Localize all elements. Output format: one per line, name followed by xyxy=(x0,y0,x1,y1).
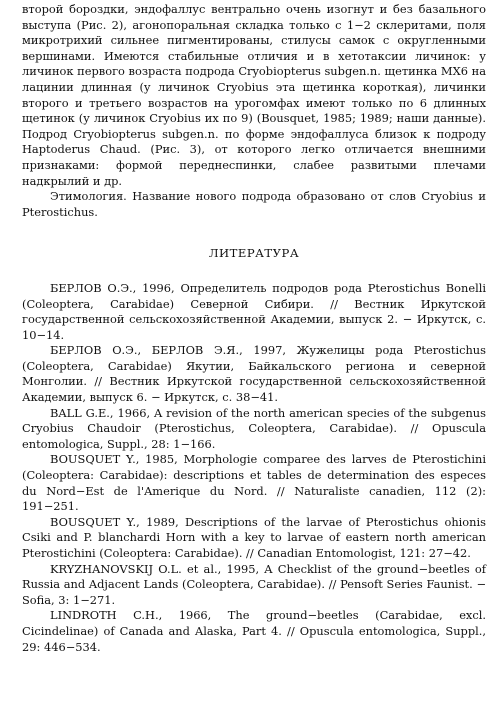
body-paragraph-continued: второй бороздки, эндофаллус вентрально очень изогнут и без базального выступа (Рис. 2), агонопоральная складка только с 1−2 склеритами, поля микротрихий сильнее пигментированы, стилусы самок с округленными вершинами. Имеются стабильные отличия и в хетотаксии личинок: у личинок первого возраста подрода Cryobiopterus subgen.n. щетинка MX6 на лацинии длинная (у личинок Cryobius эта щетинка короткая), личинки второго и третьего возрастов на урогомфах имеют только по 6 длинных щетинок (у личинок Cryobius их по 9) (Bousquet, 1985; 1989; наши данные). Подрод Cryobiopterus subgen.n. по форме эндофаллуса близок к подроду Haptoderus Chaud. (Рис. 3), от которого легко отличается внешними признаками: формой переднеспинки, слабее развитыми плечами надкрылий и др. xyxy=(22,2,486,188)
etymology-paragraph: Этимология. Название нового подрода образовано от слов Cryobius и Pterostichus. xyxy=(22,189,486,219)
references-list xyxy=(22,281,486,655)
references-heading: ЛИТЕРАТУРА xyxy=(208,246,300,261)
reference-item: BALL G.E., 1966, A revision of the north american species of the subgenus Cryobius Chaudoir (Pterostichus, Coleoptera, Carabidae). // Opuscula entomologica, Suppl., 28: 1−166. xyxy=(22,405,486,451)
reference-item: БЕРЛОВ О.Э., БЕРЛОВ Э.Я., 1997, Жужелицы рода Pterostichus (Coleoptera, Carabidae) Якутии, Байкальского региона и северной Монголии. // Вестник Иркутской государственной сельскохозяйственной Академии, выпуск 6. − Иркутск, с. 38−41. xyxy=(22,343,486,405)
page-content xyxy=(22,2,486,655)
reference-item: BOUSQUET Y., 1985, Morphologie comparee des larves de Pterostichini (Coleoptera: Carabidae): descriptions et tables de determination des especes du Nord−Est de l'Amerique du Nord. // Naturaliste canadien, 112 (2): 191−251. xyxy=(22,452,486,514)
reference-item: BOUSQUET Y., 1989, Descriptions of the larvae of Pterostichus ohionis Csiki and P. blanchardi Horn with a key to larvae of eastern north american Pterostichini (Coleoptera: Carabidae). // Canadian Entomologist, 121: 27−42. xyxy=(22,514,486,560)
reference-item: БЕРЛОВ О.Э., 1996, Определитель подродов рода Pterostichus Bonelli (Coleoptera, Carabidae) Северной Сибири. // Вестник Иркутской государственной сельскохозяйственной Академии, выпуск 2. − Иркутск, с. 10−14. xyxy=(22,280,486,342)
reference-item: KRYZHANOVSKIJ O.L. et al., 1995, A Checklist of the ground−beetles of Russia and Adjacent Lands (Coleoptera, Carabidae). // Pensoft Series Faunist. − Sofia, 3: 1−271. xyxy=(22,561,486,607)
reference-item: LINDROTH C.H., 1966, The ground−beetles (Carabidae, excl. Cicindelinae) of Canada and Alaska, Part 4. // Opuscula entomologica, Suppl., 29: 446−534. xyxy=(22,608,486,654)
